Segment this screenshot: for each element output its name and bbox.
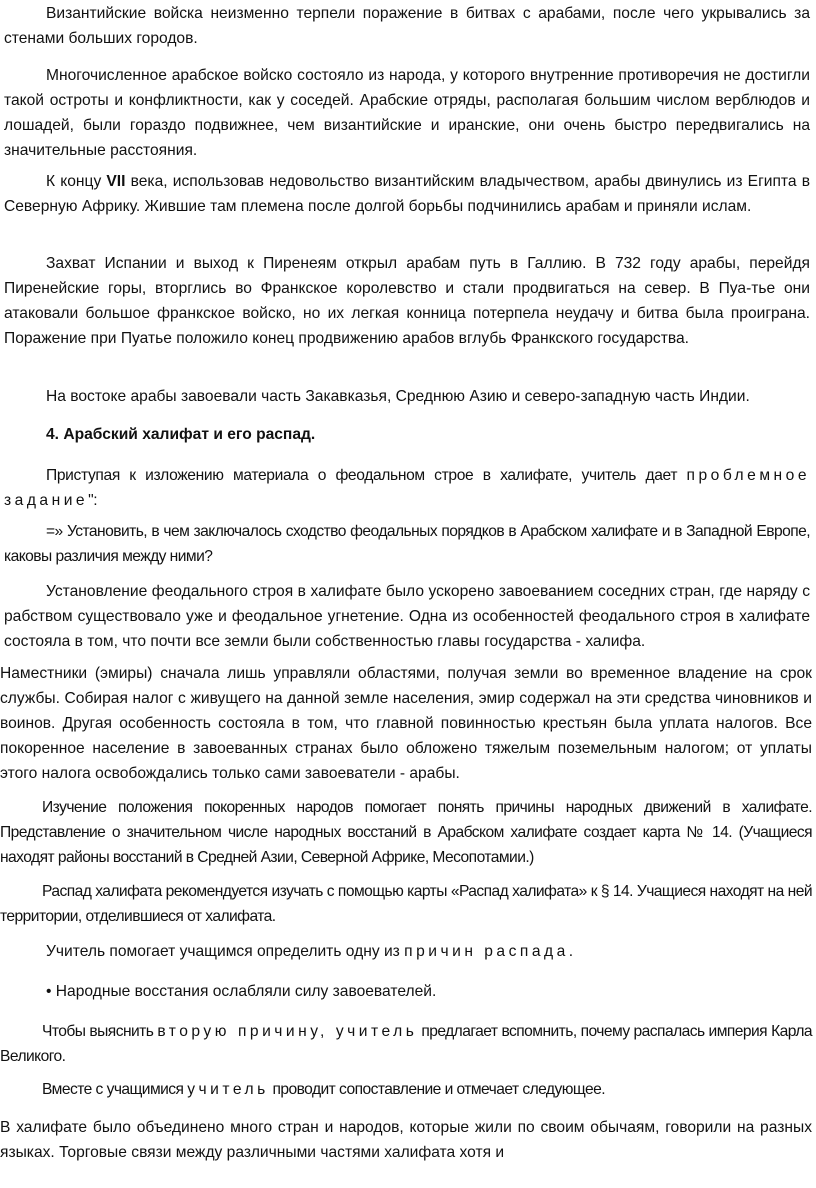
paragraph-comparison-start: Вместе с учащимися <box>42 1081 188 1098</box>
paragraph-north-africa <box>4 170 810 220</box>
paragraph-arab-army: Многочисленное арабское войско состояло из народа, у которого внутренние противоречия не достигли такой остроты и конфликтности, как у соседей. Арабские отряды, располагая большим числом верблюдов и лошадей, были гораздо подвижнее, чем византийские и иранские, они очень быстро передвигались на значительные расстояния. <box>4 67 810 159</box>
paragraph-caliphate-peoples: В халифате было объединено много стран и народов, которые жили по своим обычаям, говорили на разных языках. Торговые связи между различными частями халифата хотя и <box>0 1119 812 1161</box>
paragraph-first-cause <box>4 940 810 965</box>
paragraph-caliphate-breakup-map: Распад халифата рекомендуется изучать с помощью карты «Распад халифата» к § 14. Учащиеся находят на ней территории, отделившиеся от халифата. <box>0 883 812 925</box>
paragraph-emirs: Наместники (эмиры) сначала лишь управляли областями, получая земли во временное владение на срок службы. Собирая налог с живущего на данной земле населения, эмир содержал на эти средства чиновников и воинов. Другая особенность состояла в том, что главной повинностью крестьян была уплата налогов. Все покоренное население в завоеванных странах было обложено тяжелым поземельным налогом; от уплаты этого налога освобождались только сами завоеватели - арабы. <box>0 665 812 782</box>
section-heading: 4. Арабский халифат и его распад. <box>46 426 316 443</box>
paragraph-east-conquests: На востоке арабы завоевали часть Закавказья, Среднюю Азию и северо-западную часть Индии. <box>46 388 750 405</box>
paragraph-problem-task-end: ": <box>88 491 98 509</box>
paragraph-second-cause-start: Чтобы выяснить <box>42 1023 158 1040</box>
paragraph-north-africa-rest: века, использовав недовольство византийским владычеством, арабы двинулись из Египта в Северную Африку. Жившие там племена после долгой борьбы подчинились арабам и приняли ислам. <box>4 173 810 215</box>
spaced-second-cause-teacher: вторую причину, учитель <box>157 1023 418 1040</box>
paragraph-first-cause-end: . <box>568 943 574 960</box>
paragraph-second-cause <box>0 1020 812 1070</box>
paragraph-comparison <box>0 1078 812 1103</box>
spaced-teacher: учитель <box>187 1081 269 1098</box>
paragraph-problem-task-start: Приступая к изложению материала о феодальном строе в халифате, учитель дает <box>46 467 687 484</box>
paragraph-spain-gaul: Захват Испании и выход к Пиренеям открыл арабам путь в Галлию. В 732 году арабы, перейдя Пиренейские горы, вторглись во Франкское королевство и стали продвигаться на север. В Пуа-тье они атаковали большое франкское войско, но их легкая конница потерпела неудачу и битва была проиграна. Поражение при Пуатье положило конец продвижению арабов вглубь Франкского государства. <box>4 255 810 347</box>
spaced-causes-of-collapse: причин распада <box>404 943 569 960</box>
paragraph-task-question: =» Установить, в чем заключалось сходство феодальных порядков в Арабском халифате и в Западной Европе, каковы различия между ними? <box>4 523 810 565</box>
paragraph-byzantine-defeats: Византийские войска неизменно терпели поражение в битвах с арабами, после чего укрывались за стенами больших городов. <box>4 5 810 47</box>
paragraph-comparison-rest: проводит сопоставление и отмечает следующее. <box>268 1081 605 1098</box>
paragraph-north-africa-start: К концу <box>46 173 107 190</box>
spaced-problem-task: проблемное задание <box>4 467 810 509</box>
century-numeral: VII <box>106 173 126 190</box>
paragraph-first-cause-start: Учитель помогает учащимся определить одну из <box>46 943 405 960</box>
paragraph-problem-task <box>4 464 810 514</box>
bullet-uprisings-weakened: • Народные восстания ослабляли силу завоевателей. <box>46 983 437 1000</box>
paragraph-second-cause-rest: предлагает вспомнить, почему распалась империя Карла Великого. <box>0 1023 812 1065</box>
paragraph-feudal-system: Установление феодального строя в халифате было ускорено завоеванием соседних стран, где наряду с рабством существовало уже и феодальное угнетение. Одна из особенностей феодального строя в халифате состояла в том, что почти все земли были собственностью главы государства - халифа. <box>4 583 810 650</box>
paragraph-uprisings: Изучение положения покоренных народов помогает понять причины народных движений в халифате. Представление о значительном числе народных восстаний в Арабском халифате создает карта № 14. (Учащиеся находят районы восстаний в Средней Азии, Северной Африке, Месопотамии.) <box>0 799 812 866</box>
